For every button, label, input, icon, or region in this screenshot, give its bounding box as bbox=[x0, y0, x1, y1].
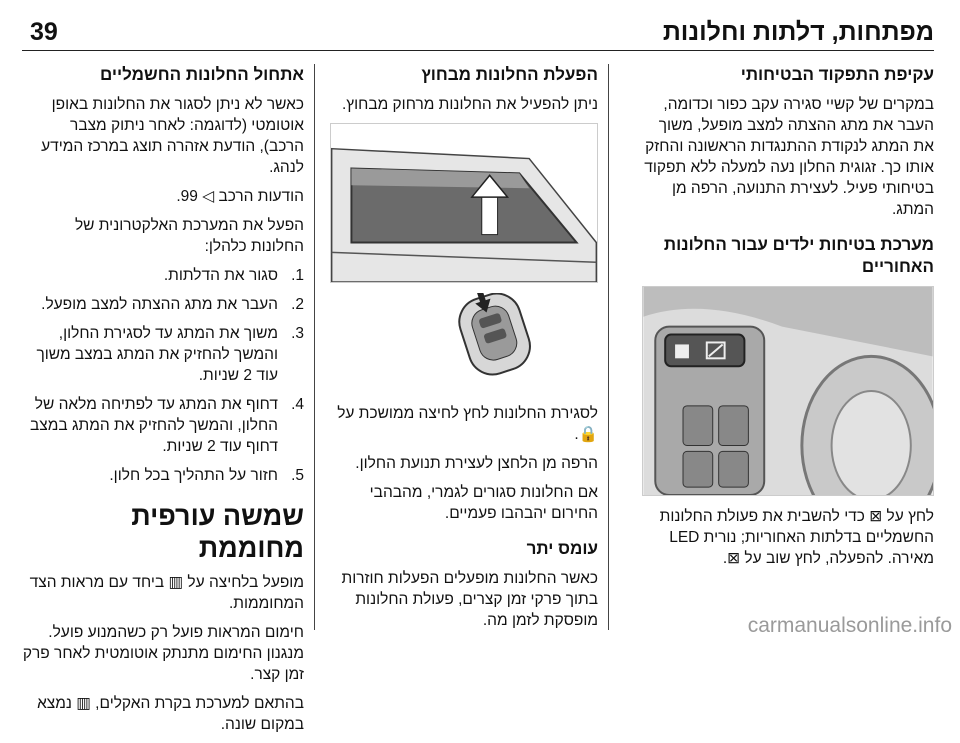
page-number: 39 bbox=[30, 18, 58, 46]
column-right bbox=[638, 64, 934, 577]
heading-outside-operation: הפעלת החלונות מבחוץ bbox=[421, 65, 598, 84]
heading-override: עקיפת התפקוד הבטיחותי bbox=[740, 65, 934, 84]
steps-list bbox=[22, 265, 304, 486]
paragraph-heated-2: חימום המראות פועל רק כשהמנוע פועל. מנגנון החימום מתנתק אוטומטית לאחר פרק זמן קצר. bbox=[22, 624, 304, 683]
paragraph-overload: כאשר החלונות מופעלים הפעלות חוזרות בתוך פרקי זמן קצרים, פעולת החלונות מופסקת לזמן מה. bbox=[341, 570, 598, 629]
list-item: 2. העבר את מתג ההצתה למצב מופעל. bbox=[41, 296, 304, 313]
illustration-key-fob bbox=[330, 293, 598, 393]
paragraph-child-safety: לחץ על ⊠ כדי להשבית את פעולת החלונות החשמליים בדלתות האחוריות; נורית LED מאירה. להפעלה, לחץ שוב על ⊠. bbox=[659, 508, 934, 567]
list-item: 3. משוך את המתג עד לסגירת החלון, והמשך להחזיק את המתג במצב משוך עוד 2 שניות. bbox=[36, 325, 304, 384]
heading-child-safety: מערכת בטיחות ילדים עבור החלונות האחוריים bbox=[663, 235, 934, 276]
paragraph-heated-3: בהתאם למערכת בקרת האקלים, ▥ נמצא במקום שונה. bbox=[37, 695, 304, 733]
heading-heated-rear-window: שמשה עורפית מחוממת bbox=[131, 501, 304, 563]
illustration-car-window bbox=[330, 123, 598, 283]
paragraph-heated-1: מופעל בלחיצה על ▥ ביחד עם מראות הצד המחוממות. bbox=[29, 574, 304, 612]
paragraph-vehicle-messages: הודעות הרכב ◁ 99. bbox=[176, 188, 304, 205]
paragraph-override: במקרים של קשיי סגירה עקב כפור וכדומה, העבר את מתג ההצתה למצב מופעל, משוך את המתג לנקודת ההתנגדות הראשונה והחזק אותו כך. זגוגית החלון נעה למעלה ללא תפקוד בטיחותי פעיל. לעצירת התנועה, הרפה מן המתג. bbox=[644, 96, 934, 218]
paragraph-init-intro: כאשר לא ניתן לסגור את החלונות באופן אוטומטי (לדוגמה: לאחר ניתוק מצבר הרכב), הודעת אזהרה תוצג במרכז המידע לנהג. bbox=[41, 96, 304, 176]
column-middle bbox=[330, 64, 598, 639]
paragraph-remote: ניתן להפעיל את החלונות מרחוק מבחוץ. bbox=[341, 96, 598, 113]
illustration-door-switch-panel bbox=[642, 286, 934, 496]
paragraph-hazard-flash: אם החלונות סגורים לגמרי, מהבהבי החירום יהבהבו פעמיים. bbox=[369, 484, 598, 522]
paragraph-close-hold: לסגירת החלונות לחץ לחיצה ממושכת על 🔒. bbox=[337, 405, 598, 443]
list-item: 5. חזור על התהליך בכל חלון. bbox=[109, 467, 304, 484]
list-item: 1. סגור את הדלתות. bbox=[163, 267, 304, 284]
list-item: 4. דחוף את המתג עד לפתיחה מלאה של החלון, והמשך להחזיק את המתג במצב דחוף עוד 2 שניות. bbox=[30, 396, 304, 455]
heading-initialization: אתחול החלונות החשמליים bbox=[99, 65, 304, 84]
column-left bbox=[22, 64, 304, 743]
paragraph-release: הרפה מן הלחצן לעצירת תנועת החלון. bbox=[355, 455, 598, 472]
column-divider bbox=[608, 64, 609, 630]
paragraph-activate: הפעל את המערכת האלקטרונית של החלונות כלהלן: bbox=[74, 217, 304, 255]
column-divider bbox=[314, 64, 315, 630]
page-title: מפתחות, דלתות וחלונות bbox=[662, 18, 934, 46]
page-header bbox=[22, 14, 934, 51]
heading-overload: עומס יתר bbox=[526, 539, 598, 558]
watermark: carmanualsonline.info bbox=[747, 614, 952, 637]
